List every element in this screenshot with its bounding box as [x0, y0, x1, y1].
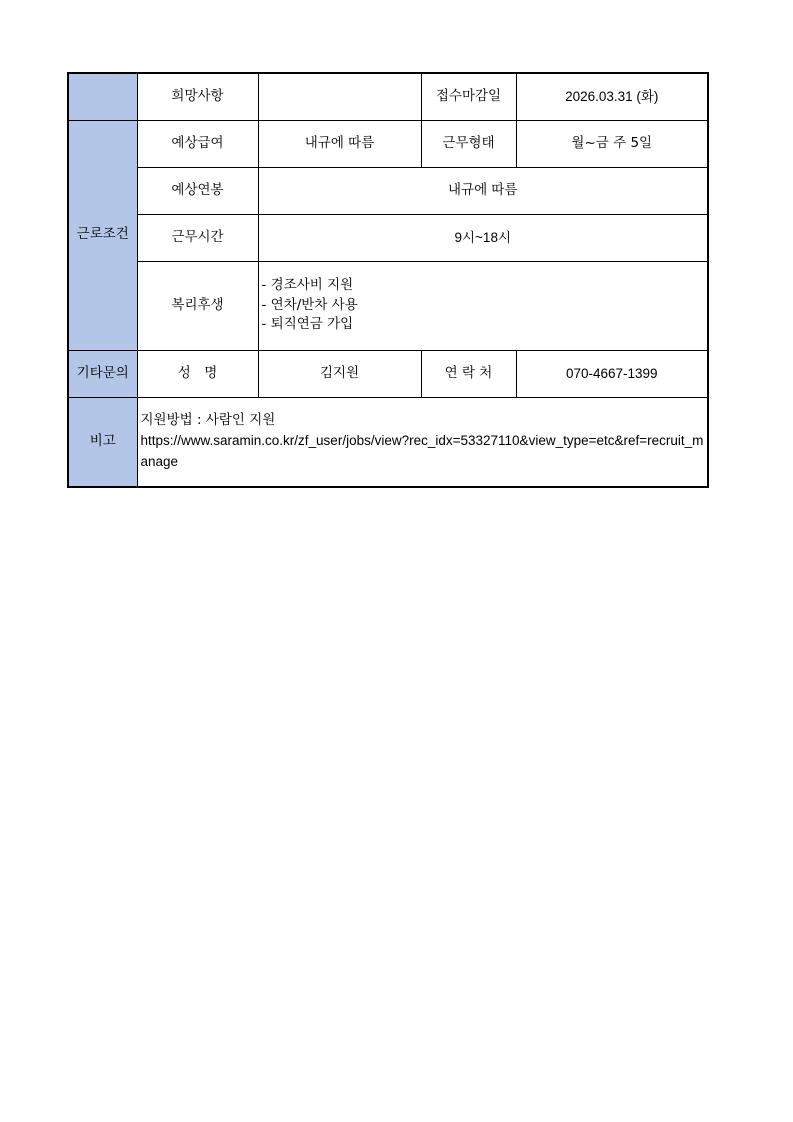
- row-hope: [68, 73, 708, 120]
- welfare-item: - 경조사비 지원: [261, 277, 354, 294]
- hours-label: 근무시간: [137, 214, 258, 261]
- row-salary: [68, 120, 708, 167]
- row-notes: [68, 397, 708, 487]
- salary-label: 예상급여: [137, 120, 258, 167]
- welfare-item: - 퇴직연금 가입: [261, 316, 354, 333]
- annual-value: 내규에 따름: [258, 167, 708, 214]
- row-annual: [68, 167, 708, 214]
- work-type-value: 월~금 주 5일: [516, 120, 708, 167]
- category-notes: 비고: [68, 397, 137, 487]
- job-posting-table: [67, 72, 709, 488]
- name-label: 성 명: [137, 350, 258, 397]
- category-empty-cell: [68, 73, 137, 120]
- notes-content: [137, 397, 708, 487]
- hope-label: 희망사항: [137, 73, 258, 120]
- salary-value: 내규에 따름: [258, 120, 421, 167]
- name-value: 김지원: [258, 350, 421, 397]
- row-welfare: [68, 261, 708, 350]
- welfare-list: [258, 261, 708, 350]
- row-hours: [68, 214, 708, 261]
- annual-label: 예상연봉: [137, 167, 258, 214]
- welfare-label: 복리후생: [137, 261, 258, 350]
- work-type-label: 근무형태: [421, 120, 516, 167]
- hours-value: 9시~18시: [258, 214, 708, 261]
- hope-value: [258, 73, 421, 120]
- row-contact: [68, 350, 708, 397]
- deadline-value: 2026.03.31 (화): [516, 73, 708, 120]
- apply-url: https://www.saramin.co.kr/zf_user/jobs/view?rec_idx=53327110&view_type=etc&ref=recruit_manage: [140, 433, 704, 470]
- phone-value: 070-4667-1399: [516, 350, 708, 397]
- welfare-item: - 연차/반차 사용: [261, 296, 358, 313]
- phone-label: 연 락 처: [421, 350, 516, 397]
- deadline-label: 접수마감일: [421, 73, 516, 120]
- category-contact: 기타문의: [68, 350, 137, 397]
- apply-method: 지원방법 : 사람인 지원: [140, 412, 276, 429]
- category-work-conditions: 근로조건: [68, 120, 137, 350]
